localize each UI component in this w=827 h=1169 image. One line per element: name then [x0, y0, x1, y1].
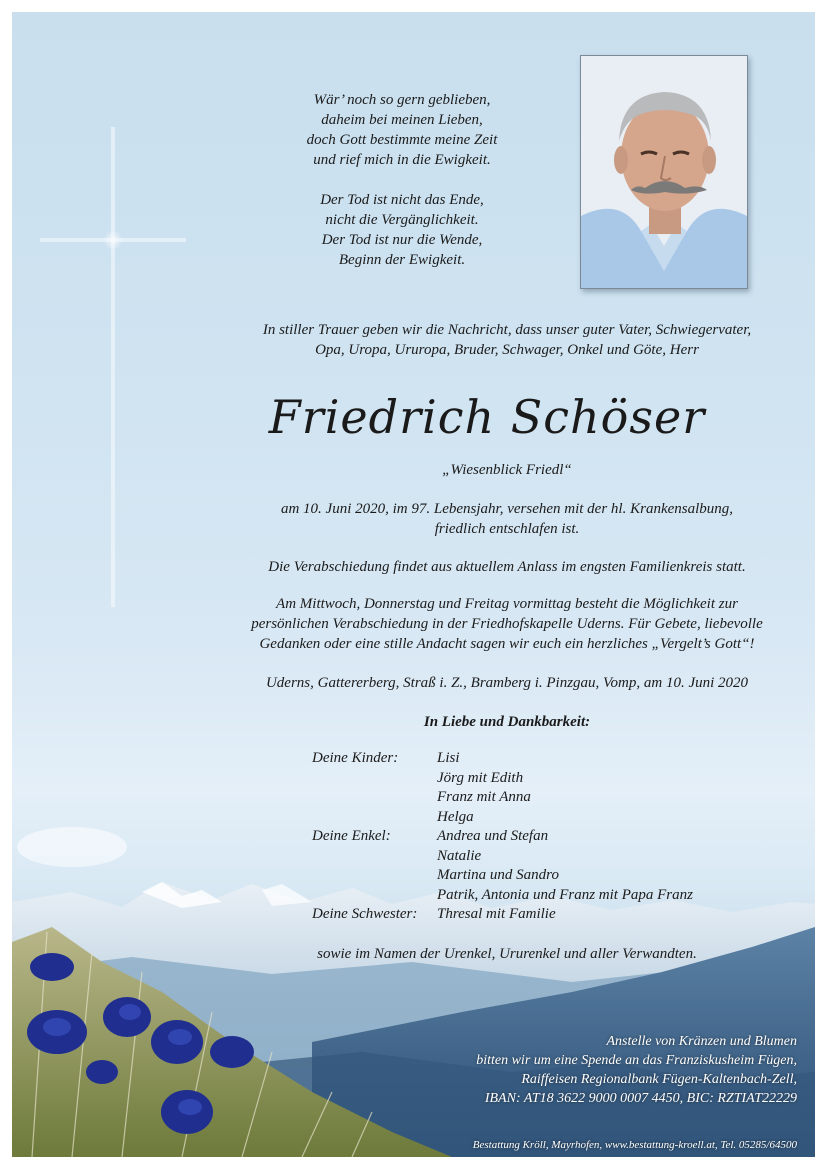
obituary-card: [12, 12, 815, 1157]
farewell-info: Die Verabschiedung findet aus aktuellem Anlass im engsten Familienkreis statt.: [268, 559, 746, 575]
cloud: [17, 827, 127, 867]
family-label: Deine Schwester:: [312, 906, 418, 922]
family-label: Deine Enkel:: [312, 828, 391, 844]
family-member: Martina und Sandro: [437, 867, 559, 883]
family-list: [312, 749, 693, 925]
poem-stanza-1: Wär’ noch so gern geblieben, daheim bei meinen Lieben, doch Gott bestimmte meine Zeit und rief mich in die Ewigkeit.: [306, 92, 498, 168]
funeral-home-footer: Bestattung Kröll, Mayrhofen, www.bestattung-kroell.at, Tel. 05285/64500: [472, 1139, 797, 1151]
announcement-intro: In stiller Trauer geben wir die Nachricht, dass unser guter Vater, Schwiegervater, Opa, Uropa, Ururopa, Bruder, Schwager, Onkel und Göte, Herr: [262, 322, 752, 358]
family-member: Natalie: [437, 847, 482, 864]
closing-line: sowie im Namen der Urenkel, Ururenkel und aller Verwandten.: [317, 946, 697, 962]
family-member: Helga: [437, 808, 474, 825]
family-member: Franz mit Anna: [437, 789, 531, 805]
portrait-photo: [580, 55, 748, 289]
cross-icon: [40, 127, 186, 607]
family-member: Patrik, Antonia und Franz mit Papa Franz: [437, 886, 693, 903]
portrait-image: [581, 56, 747, 288]
deceased-name: Friedrich Schöser: [268, 390, 706, 444]
chapel-info: Am Mittwoch, Donnerstag und Freitag vormittag besteht die Möglichkeit zur persönlichen Verabschiedung in der Friedhofskapelle Uderns. Für Gebete, liebevolle Gedanken oder eine stille Andacht sagen wir euch ein herzliches „Vergelt’s Gott“!: [251, 596, 763, 652]
poem: [237, 90, 567, 290]
love-heading: In Liebe und Dankbarkeit:: [423, 714, 591, 730]
family-label: Deine Kinder:: [312, 750, 399, 766]
family-group-grandchildren: [312, 827, 693, 905]
family-member: Lisi: [437, 750, 460, 766]
family-group-children: [312, 749, 693, 827]
family-member: Thresal mit Familie: [437, 906, 556, 922]
family-member: Andrea und Stefan: [437, 828, 549, 844]
nickname: „Wiesenblick Friedl“: [442, 462, 572, 478]
donation-note: Anstelle von Kränzen und Blumen bitten wir um eine Spende an das Franziskusheim Fügen, Raiffeisen Regionalbank Fügen-Kaltenbach-Zell, IBAN: AT18 3622 9000 0007 4450, BIC: RZTIAT22229: [476, 1034, 797, 1106]
family-group-sister: [312, 905, 693, 925]
death-notice: am 10. Juni 2020, im 97. Lebensjahr, versehen mit der hl. Krankensalbung, friedlich entschlafen ist.: [280, 501, 734, 537]
family-member: Jörg mit Edith: [437, 769, 524, 786]
poem-stanza-2: Der Tod ist nicht das Ende, nicht die Vergänglichkeit. Der Tod ist nur die Wende, Beginn der Ewigkeit.: [320, 192, 484, 268]
place-and-date: Uderns, Gattererberg, Straß i. Z., Bramberg i. Pinzgau, Vomp, am 10. Juni 2020: [265, 675, 749, 691]
